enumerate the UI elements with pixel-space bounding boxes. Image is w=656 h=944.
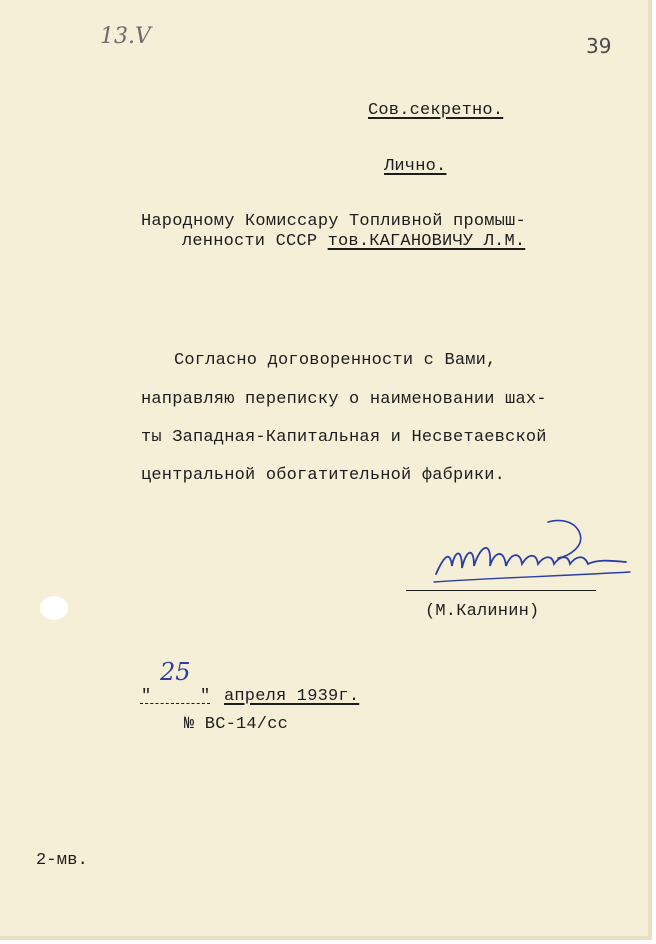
date-close-quote: "	[200, 687, 211, 706]
date-month-year: апреля 1939г.	[224, 687, 360, 706]
addressee-name: тов.КАГАНОВИЧУ Л.М.	[327, 232, 526, 251]
signature-line	[406, 590, 596, 591]
folio-number: 39	[586, 34, 612, 58]
date-day-handwritten: 25	[160, 658, 191, 686]
body-line: направляю переписку о наименовании шах-	[141, 390, 547, 409]
date-open-quote: "	[141, 687, 152, 706]
copies-note: 2-мв.	[36, 851, 89, 870]
document-number: № ВС-14/сс	[184, 715, 289, 734]
archive-mark: 13.V	[100, 24, 151, 49]
body-line: ты Западная-Капитальная и Несветаевской	[141, 428, 547, 447]
addressee-line-1: Народному Комиссару Топливной промыш-	[141, 212, 526, 231]
body-line: центральной обогатительной фабрики.	[141, 466, 506, 485]
signature	[430, 516, 636, 596]
body-line: Согласно договоренности с Вами,	[174, 351, 497, 370]
punch-hole	[40, 596, 68, 620]
addressee-prefix: ленности СССР	[182, 232, 328, 251]
personal-label: Лично.	[384, 157, 447, 176]
addressee-line-2	[182, 233, 525, 250]
classification-label: Сов.секретно.	[368, 101, 504, 120]
date-underline	[140, 703, 210, 704]
signatory-name: (М.Калинин)	[425, 602, 540, 621]
signature-scribble	[430, 516, 636, 596]
